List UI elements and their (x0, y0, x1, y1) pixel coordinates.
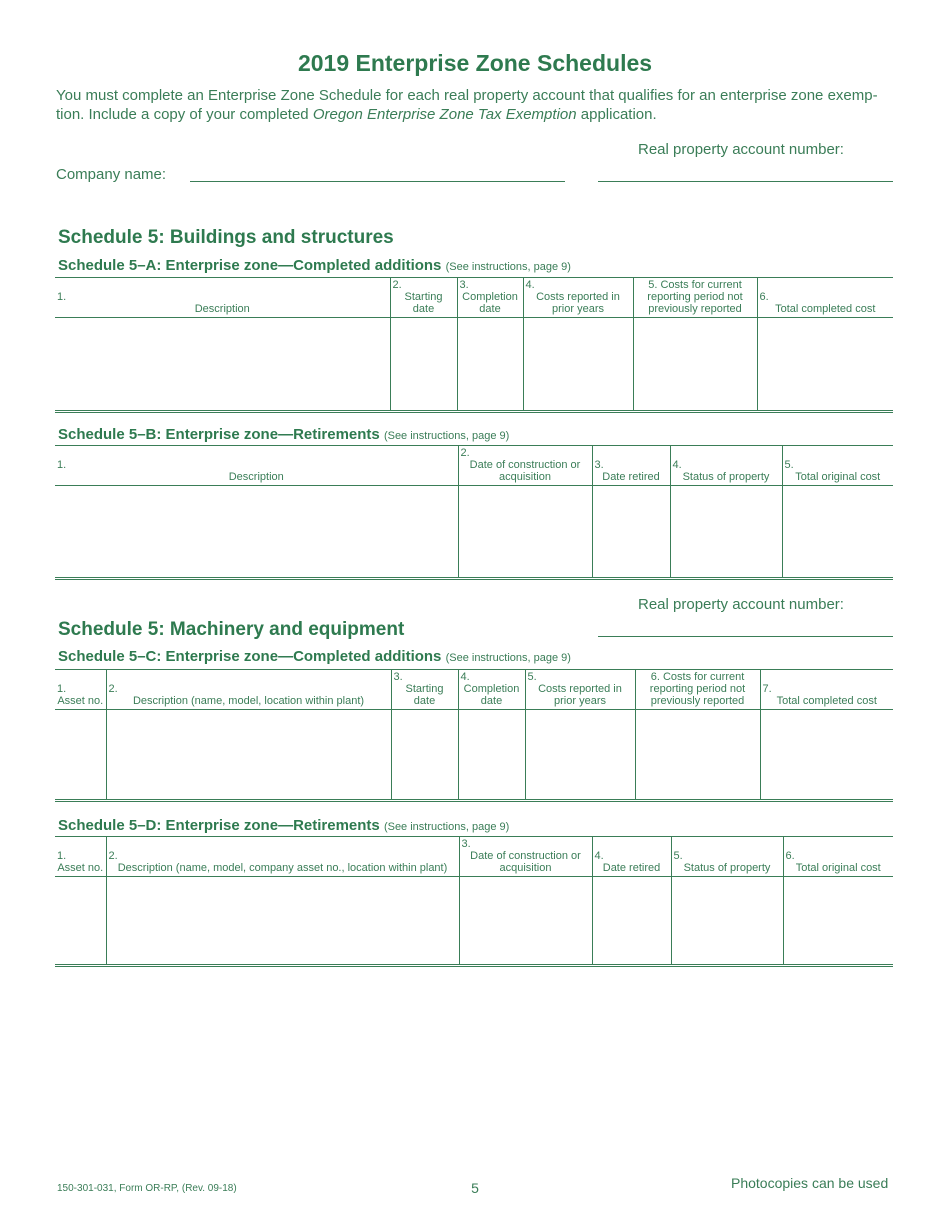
entry-cell[interactable] (783, 877, 893, 966)
col-header: 1. Asset no. (55, 837, 106, 877)
entry-cell[interactable] (55, 318, 390, 412)
entry-cell[interactable] (525, 710, 635, 801)
schedule-5a-note: (See instructions, page 9) (445, 261, 571, 273)
entry-cell[interactable] (458, 710, 525, 801)
entry-cell[interactable] (670, 486, 782, 579)
entry-row (55, 877, 893, 966)
schedule-5c-note: (See instructions, page 9) (445, 652, 571, 664)
schedule-5c-title: Schedule 5–C: Enterprise zone—Completed additions (See instructions, page 9) (58, 648, 571, 665)
col-header: 5. Costs reported in prior years (525, 670, 635, 710)
schedule-5a-title: Schedule 5–A: Enterprise zone—Completed additions (See instructions, page 9) (58, 257, 571, 274)
entry-cell[interactable] (458, 486, 592, 579)
col-header: 4. Status of property (670, 446, 782, 486)
entry-cell[interactable] (459, 877, 592, 966)
entry-cell[interactable] (106, 710, 391, 801)
entry-cell[interactable] (55, 710, 106, 801)
col-header: 2. Date of construction or acquisition (458, 446, 592, 486)
real-property-account-field-2[interactable] (598, 636, 893, 637)
schedule-5c-table (55, 669, 893, 802)
entry-cell[interactable] (390, 318, 457, 412)
entry-cell[interactable] (633, 318, 757, 412)
col-header: 5. Total original cost (782, 446, 893, 486)
schedule-5b-table (55, 445, 893, 580)
entry-cell[interactable] (760, 710, 893, 801)
schedule-5a-table (55, 277, 893, 413)
page-title: 2019 Enterprise Zone Schedules (297, 50, 653, 76)
entry-cell[interactable] (457, 318, 523, 412)
col-header: 3. Starting date (391, 670, 458, 710)
entry-cell[interactable] (592, 877, 671, 966)
section-heading-buildings: Schedule 5: Buildings and structures (58, 227, 394, 248)
entry-cell[interactable] (671, 877, 783, 966)
entry-cell[interactable] (106, 877, 459, 966)
entry-cell[interactable] (592, 486, 670, 579)
photocopies-note: Photocopies can be used (731, 1175, 889, 1191)
entry-row (55, 486, 893, 579)
col-header: 3. Completion date (457, 278, 523, 318)
schedule-5d-title: Schedule 5–D: Enterprise zone—Retirements (See instructions, page 9) (58, 817, 510, 834)
company-name-label: Company name: (56, 166, 167, 183)
entry-cell[interactable] (55, 877, 106, 966)
entry-cell[interactable] (55, 486, 458, 579)
entry-row (55, 318, 893, 412)
col-header: 2. Description (name, model, location within plant) (106, 670, 391, 710)
intro-italic-form-name: Oregon Enterprise Zone Tax Exemption (312, 106, 577, 123)
entry-cell[interactable] (523, 318, 633, 412)
col-header: 7. Total completed cost (760, 670, 893, 710)
intro-text-after: application. (576, 106, 657, 123)
schedule-5d-note: (See instructions, page 9) (383, 821, 510, 833)
col-header: 3. Date of construction or acquisition (459, 837, 592, 877)
schedule-5b-title: Schedule 5–B: Enterprise zone—Retirements (See instructions, page 9) (58, 426, 510, 443)
col-header: 3. Date retired (592, 446, 670, 486)
intro-paragraph (56, 86, 896, 124)
entry-row (55, 710, 893, 801)
intro-text-before: You must complete an Enterprise Zone Schedule for each real property account that qualifies for an enterprise zone exemp-tion. Include a copy of your completed (56, 87, 878, 123)
col-header: 4. Costs reported in prior years (523, 278, 633, 318)
col-header: 1. Asset no. (55, 670, 106, 710)
entry-cell[interactable] (757, 318, 893, 412)
col-header: 5. Costs for current reporting period not previously reported (633, 278, 757, 318)
col-header: 1. Description (55, 278, 390, 318)
schedule-5d-table (55, 836, 893, 967)
col-header: 6. Costs for current reporting period not previously reported (635, 670, 760, 710)
col-header: 5. Status of property (671, 837, 783, 877)
col-header: 1. Description (55, 446, 458, 486)
col-header: 4. Date retired (592, 837, 671, 877)
entry-cell[interactable] (635, 710, 760, 801)
entry-cell[interactable] (391, 710, 458, 801)
form-id: 150-301-031, Form OR-RP, (Rev. 09-18) (57, 1183, 237, 1194)
col-header: 2. Starting date (390, 278, 457, 318)
real-property-account-label-1: Real property account number: (638, 141, 844, 158)
section-heading-machinery: Schedule 5: Machinery and equipment (58, 619, 405, 640)
company-name-field[interactable] (190, 181, 565, 182)
schedule-5b-note: (See instructions, page 9) (383, 430, 510, 442)
real-property-account-field-1[interactable] (598, 181, 893, 182)
entry-cell[interactable] (782, 486, 893, 579)
col-header: 6. Total original cost (783, 837, 893, 877)
col-header: 4. Completion date (458, 670, 525, 710)
real-property-account-label-2: Real property account number: (638, 596, 844, 613)
col-header: 2. Description (name, model, company asset no., location within plant) (106, 837, 459, 877)
page-number: 5 (471, 1180, 479, 1196)
col-header: 6. Total completed cost (757, 278, 893, 318)
